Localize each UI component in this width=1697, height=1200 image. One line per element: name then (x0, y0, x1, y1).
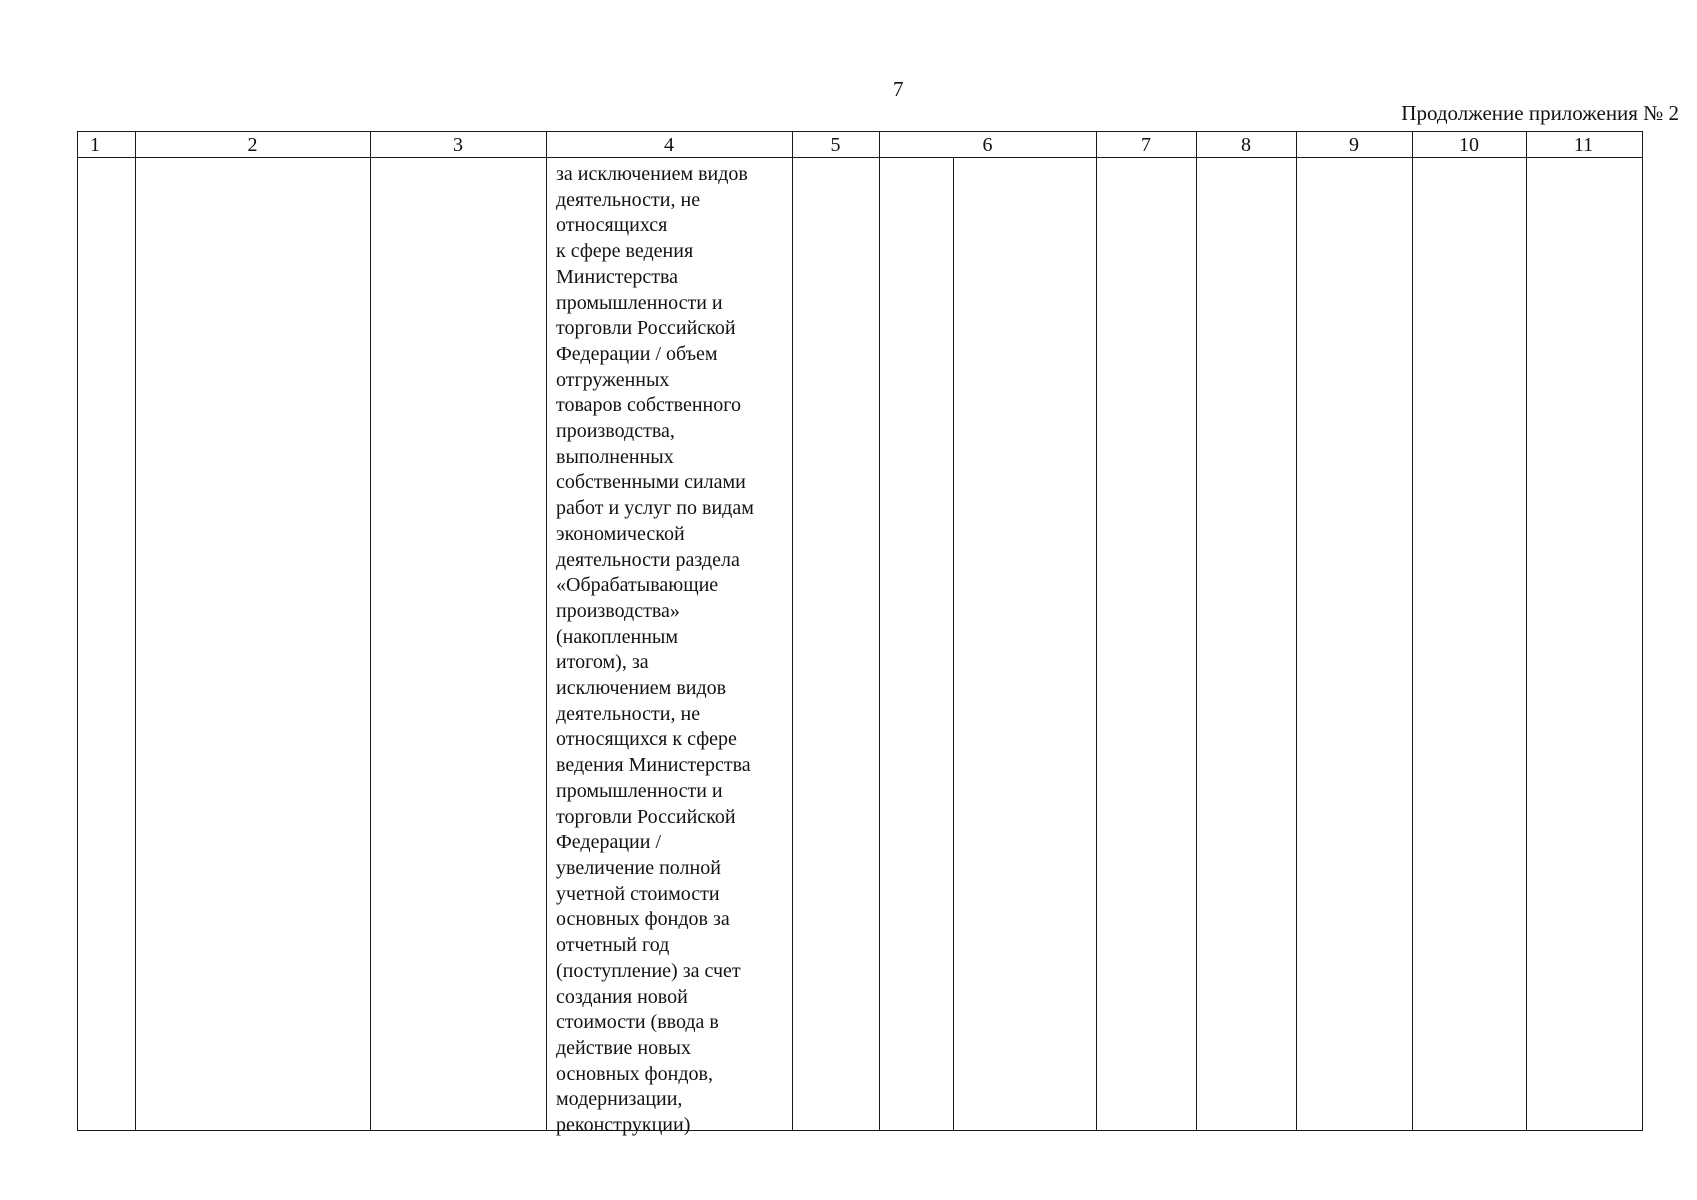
col-divider-5 (879, 132, 880, 1130)
header-col-1: 1 (90, 134, 100, 156)
col-divider-10 (1526, 132, 1527, 1130)
col4-line: промышленности и (556, 779, 723, 802)
col4-line: относящихся (556, 214, 668, 237)
col4-line: (накопленным (556, 625, 679, 648)
header-col-7: 7 (1141, 134, 1151, 156)
col4-line: создания новой (556, 985, 688, 1008)
col4-line: Министерства (556, 265, 679, 288)
col4-line: модернизации, (556, 1088, 683, 1111)
col4-line: относящихся к сфере (556, 728, 737, 751)
col6-subdivider (953, 158, 954, 1130)
page-number: 7 (893, 77, 904, 101)
header-col-8: 8 (1241, 134, 1251, 156)
col-divider-1 (135, 132, 136, 1130)
col4-line: деятельности, не (556, 702, 701, 725)
col4-line: действие новых (556, 1036, 691, 1059)
col4-line: исключением видов (556, 677, 727, 700)
col4-line: производства» (556, 599, 680, 622)
appendix-table (77, 131, 1643, 1137)
col4-line: экономической (556, 522, 685, 545)
col-divider-8 (1296, 132, 1297, 1130)
header-col-9: 9 (1349, 134, 1359, 156)
col4-line: Федерации / объем (556, 342, 718, 365)
col4-line: производства, (556, 420, 675, 443)
col4-line: стоимости (ввода в (556, 1011, 719, 1034)
col4-line: (поступление) за счет (556, 959, 741, 982)
col-divider-9 (1412, 132, 1413, 1130)
header-col-6: 6 (982, 134, 993, 156)
col4-line: учетной стоимости (556, 882, 720, 905)
col4-cell-text (556, 162, 796, 1139)
col-divider-7 (1196, 132, 1197, 1130)
header-col-4: 4 (664, 134, 674, 156)
col4-line: к сфере ведения (556, 240, 694, 263)
col4-line: ведения Министерства (556, 754, 751, 777)
col4-line: деятельности, не (556, 188, 701, 211)
col4-line: торговли Российской (556, 805, 736, 828)
header-col-5: 5 (830, 134, 841, 156)
col4-line: основных фондов, (556, 1062, 713, 1085)
header-col-11: 11 (1573, 134, 1594, 156)
header-col-2: 2 (247, 134, 258, 156)
col4-line: реконструкции) (556, 1114, 691, 1137)
col4-line: собственными силами (556, 471, 746, 494)
col4-line: промышленности и (556, 291, 723, 314)
col4-line: «Обрабатывающие (556, 574, 719, 597)
col4-line: итогом), за (556, 651, 649, 674)
col4-line: товаров собственного (556, 394, 741, 417)
col-divider-3 (546, 132, 547, 1130)
col4-line: деятельности раздела (556, 548, 740, 571)
col4-line: за исключением видов (556, 163, 748, 185)
col4-line: работ и услуг по видам (556, 497, 754, 520)
col-divider-6 (1096, 132, 1097, 1130)
col4-line: увеличение полной (556, 856, 721, 879)
header-col-10: 10 (1459, 134, 1479, 156)
col4-line: Федерации / (556, 831, 662, 854)
header-row-divider (78, 157, 1642, 158)
continuation-note: Продолжение приложения № 2 (1401, 101, 1679, 125)
header-col-3: 3 (453, 134, 463, 156)
col4-line: отгруженных (556, 368, 670, 391)
col4-line: отчетный год (556, 934, 670, 957)
col4-line: основных фондов за (556, 908, 730, 931)
col4-line: торговли Российской (556, 317, 736, 340)
col-divider-2 (370, 132, 371, 1130)
col4-line: выполненных (556, 445, 674, 468)
